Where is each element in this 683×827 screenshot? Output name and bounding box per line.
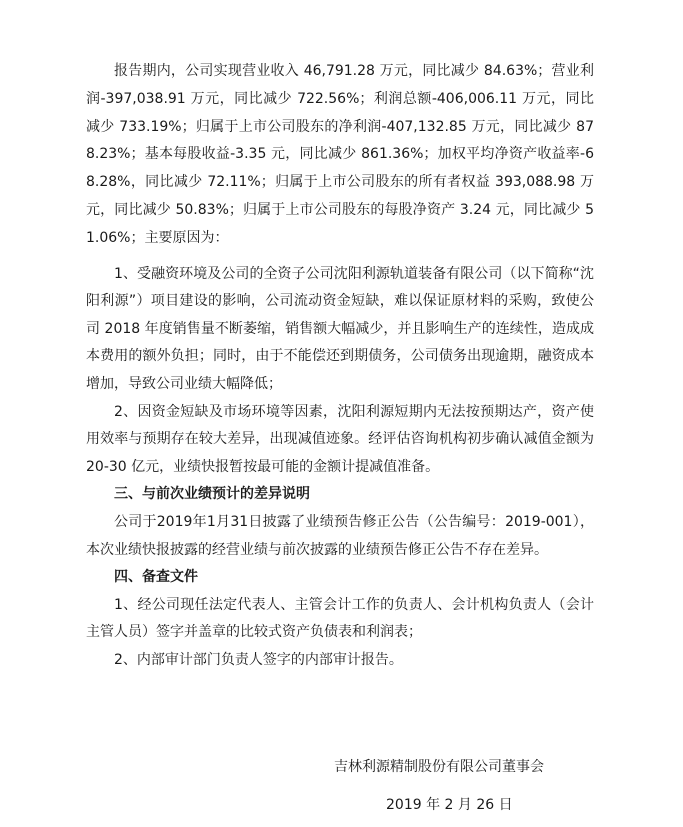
section-3-paragraph: 公司于2019年1月31日披露了业绩预告修正公告（公告编号：2019-001），本次业绩快报披露的经营业绩与前次披露的业绩预告修正公告不存在差异。 (86, 513, 594, 558)
reason-1-paragraph: 1、受融资环境及公司的全资子公司沈阳利源轨道装备有限公司（以下简称“沈阳利源”）项目建设的影响，公司流动资金短缺，难以保证原材料的采购，致使公司 2018 年度销售量不断萎缩，销售额大幅减少，并且影响生产的连续性，造成成本费用的额外负担；同时，由于不能偿还到期债务，公司债务出现逾期，融资成本增加，导致公司业绩大幅降低； (86, 265, 594, 392)
reason-2-paragraph: 2、因资金短缺及市场环境等因素，沈阳利源短期内无法按预期达产，资产使用效率与预期存在较大差异，出现减值迹象。经评估咨询机构初步确认减值金额为 20-30 亿元，业绩快报暂按最可能的金额计提减值准备。 (86, 403, 594, 475)
file-2-paragraph: 2、内部审计部门负责人签字的内部审计报告。 (114, 651, 403, 668)
section-3-heading: 三、与前次业绩预计的差异说明 (114, 486, 310, 503)
section-4-heading: 四、备查文件 (114, 569, 198, 586)
company-signature: 吉林利源精制股份有限公司董事会 (334, 759, 544, 775)
signature-date: 2019 年 2 月 26 日 (386, 797, 513, 813)
file-1-paragraph: 1、经公司现任法定代表人、主管会计工作的负责人、会计机构负责人（会计主管人员）签字并盖章的比较式资产负债表和利润表； (86, 596, 594, 641)
document-body (86, 58, 594, 674)
summary-paragraph: 报告期内，公司实现营业收入 46,791.28 万元，同比减少 84.63%；营业利润-397,038.91 万元，同比减少 722.56%；利润总额-406,006.11 万元，同比减少 733.19%；归属于上市公司股东的净利润-407,132.85 万元，同比减少 878.23%；基本每股收益-3.35 元，同比减少 861.36%；加权平均净资产收益率-68.28%，同比减少 72.11%；归属于上市公司股东的所有者权益 393,088.98 万元，同比减少 50.83%；归属于上市公司股东的每股净资产 3.24 元，同比减少 51.06%；主要原因为： (86, 63, 594, 246)
